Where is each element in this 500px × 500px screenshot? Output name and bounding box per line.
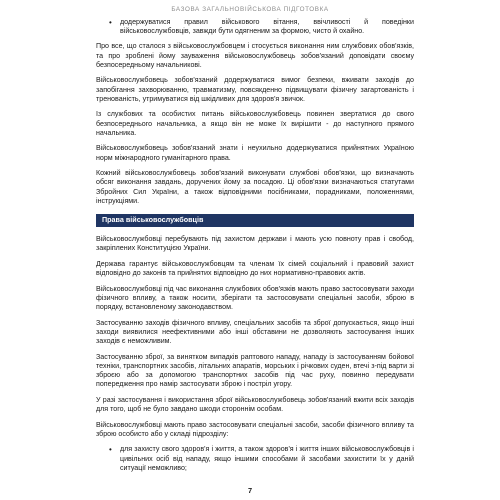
bottom-bullet-list xyxy=(96,445,414,473)
top-bullet-list xyxy=(96,18,414,36)
paragraph: Держава гарантує військовослужбовцям та членам їх сімей соціальний і правовий захист відповідно до законів та прийнятих відповідно до них нормативно-правових актів. xyxy=(96,259,414,278)
paragraph: Застосуванню зброї, за винятком випадків раптового нападу, нападу із застосуванням бойової техніки, транспортних засобів, літальних апаратів, морських і річкових суден, втечі з-під варти зі зброєю або за допомогою транспортних засобів під час руху, повинно передувати попередження про намір застосувати зброю і постріл угору. xyxy=(96,352,414,389)
running-header: БАЗОВА ЗАГАЛЬНОВІЙСЬКОВА ПІДГОТОВКА xyxy=(171,6,329,13)
paragraph: Військовослужбовці мають право застосовувати спеціальні засоби, засоби фізичного впливу та зброю особисто або у складі підрозділу: xyxy=(96,420,414,438)
bullet-item: • додержуватися правил військового вітання, ввічливості й поведінки військовослужбовців, завжди бути одягненим за формою, чисто й охайно. xyxy=(96,18,414,36)
section-heading: Права військовослужбовців xyxy=(96,214,414,227)
paragraph: Військовослужбовці під час виконання службових обов'язків мають право застосовувати заходи фізичного впливу, а також носити, зберігати та застосовувати спеціальні засоби, зброю в порядку, встановленому законодавством. xyxy=(96,284,414,312)
paragraph: У разі застосування і використання зброї військовослужбовець зобов'язаний вжити всіх заходів для того, щоб не було завдано шкоди стороннім особам. xyxy=(96,395,414,414)
paragraph: Військовослужбовець зобов'язаний додержуватися вимог безпеки, вживати заходів до запобігання захворюванню, травматизму, повсякденно підвищувати фізичну загартованість і тренованість, утримуватися від шкідливих для здоров'я звичок. xyxy=(96,76,414,103)
paragraph: Військовослужбовці перебувають під захистом держави і мають усю повноту прав і свобод, закріплених Конституцією України. xyxy=(96,235,414,253)
paragraph: Застосуванню заходів фізичного впливу, спеціальних засобів та зброї допускається, якщо інші заходи виявилися неефективними або інші обставини не дозволяють застосування інших заходів є неможливим. xyxy=(96,318,414,346)
paragraph: Кожний військовослужбовець зобов'язаний виконувати службові обов'язки, що визначають обсяг виконання завдань, доручених йому за посадою. Ці обов'язки визначаються статутами Збройних Сил України, а також відповідними посібниками, порадниками, положеннями, інструкціями. xyxy=(96,169,414,205)
paragraph: Про все, що сталося з військовослужбовцем і стосується виконання ним службових обов'язків, та про зроблені йому зауваження військовослужбовець зобов'язаний доповідати своєму безпосередньому начальникові. xyxy=(96,42,414,69)
paragraph: Із службових та особистих питань військовослужбовець повинен звертатися до свого безпосереднього начальника, а якщо він не може їх вирішити - до наступного прямого начальника. xyxy=(96,110,414,137)
paragraph: Військовослужбовець зобов'язаний знати і неухильно додержуватися прийнятних Україною норм міжнародного гуманітарного права. xyxy=(96,144,414,162)
page-number: 7 xyxy=(247,486,253,495)
page-content xyxy=(96,18,414,473)
bullet-item: • для захисту свого здоров'я і життя, а також здоров'я і життя інших військовослужбовців і цивільних осіб від нападу, якщо іншими способами й засобами захистити їх у даній ситуації неможливо; xyxy=(96,445,414,473)
